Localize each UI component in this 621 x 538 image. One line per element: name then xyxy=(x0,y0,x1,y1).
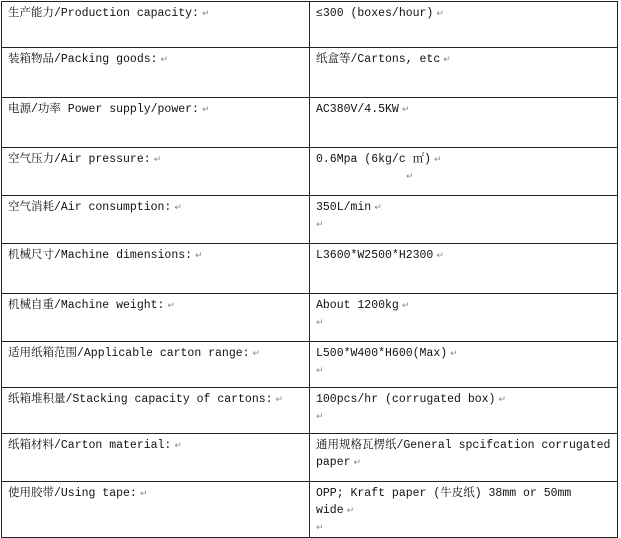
spec-row xyxy=(2,482,618,538)
paragraph-mark-icon: ↵ xyxy=(443,55,451,65)
spec-value: 350L/min xyxy=(316,201,372,214)
paragraph-mark-icon: ↵ xyxy=(174,203,182,213)
spec-value-cell xyxy=(310,388,618,434)
spec-label-cell xyxy=(2,482,310,538)
spec-label-cell xyxy=(2,48,310,98)
spec-row xyxy=(2,294,618,342)
empty-paragraph-mark-icon: ↵ xyxy=(316,220,324,230)
spec-value: ≤300 (boxes/hour) xyxy=(316,7,434,20)
spec-label-cell xyxy=(2,294,310,342)
spec-value-cell xyxy=(310,434,618,482)
spec-row xyxy=(2,342,618,388)
spec-label: 生产能力/Production capacity: xyxy=(8,7,199,20)
spec-value-cell xyxy=(310,294,618,342)
spec-value-cell xyxy=(310,148,618,196)
paragraph-mark-icon: ↵ xyxy=(346,506,355,516)
spec-value-cell xyxy=(310,48,618,98)
spec-label-cell xyxy=(2,244,310,294)
spec-row xyxy=(2,434,618,482)
spec-value: 通用规格瓦楞纸/General spcifcation corrugated paper xyxy=(316,439,611,469)
empty-paragraph-mark-icon: ↵ xyxy=(316,412,324,422)
spec-row xyxy=(2,388,618,434)
paragraph-mark-icon: ↵ xyxy=(401,301,410,311)
spec-label-cell xyxy=(2,434,310,482)
spec-label-cell xyxy=(2,388,310,434)
paragraph-mark-icon: ↵ xyxy=(160,55,169,65)
spec-row xyxy=(2,98,618,148)
spec-value-cell xyxy=(310,244,618,294)
spec-label: 纸箱材料/Carton material: xyxy=(8,439,172,452)
spec-value: 0.6Mpa (6kg/c ㎡) xyxy=(316,153,432,166)
paragraph-mark-icon: ↵ xyxy=(434,155,442,165)
spec-label: 空气压力/Air pressure: xyxy=(8,153,151,166)
paragraph-mark-icon: ↵ xyxy=(436,251,444,261)
paragraph-mark-icon: ↵ xyxy=(195,251,203,261)
paragraph-mark-icon: ↵ xyxy=(436,9,444,19)
spec-label-cell xyxy=(2,196,310,244)
spec-value: OPP; Kraft paper (牛皮纸) 38mm or 50mm wide xyxy=(316,487,572,517)
spec-label-cell xyxy=(2,342,310,388)
spec-label: 适用纸箱范围/Applicable carton range: xyxy=(8,347,250,360)
spec-value: 纸盒等/Cartons, etc xyxy=(316,53,441,66)
spec-label: 纸箱堆积量/Stacking capacity of cartons: xyxy=(8,393,273,406)
paragraph-mark-icon: ↵ xyxy=(275,395,284,405)
paragraph-mark-icon: ↵ xyxy=(374,203,382,213)
spec-row xyxy=(2,2,618,48)
empty-paragraph-mark-icon: ↵ xyxy=(316,318,324,328)
empty-paragraph-mark-icon: ↵ xyxy=(316,366,324,376)
spec-row xyxy=(2,148,618,196)
paragraph-mark-icon: ↵ xyxy=(201,9,210,19)
spec-row xyxy=(2,48,618,98)
spec-row xyxy=(2,196,618,244)
spec-label: 电源/功率 Power supply/power: xyxy=(8,103,199,116)
spec-label: 机械尺寸/Machine dimensions: xyxy=(8,249,193,262)
paragraph-mark-icon: ↵ xyxy=(153,155,162,165)
spec-label: 空气消耗/Air consumption: xyxy=(8,201,172,214)
spec-value-cell xyxy=(310,196,618,244)
spec-value: AC380V/4.5KW xyxy=(316,103,399,116)
spec-label-cell xyxy=(2,148,310,196)
spec-label-cell xyxy=(2,98,310,148)
spec-row xyxy=(2,244,618,294)
paragraph-mark-icon: ↵ xyxy=(353,458,362,468)
spec-value-cell xyxy=(310,98,618,148)
spec-value-cell xyxy=(310,2,618,48)
paragraph-mark-icon: ↵ xyxy=(167,301,175,311)
spec-label-cell xyxy=(2,2,310,48)
spec-value-cell xyxy=(310,342,618,388)
spec-value-cell xyxy=(310,482,618,538)
spec-table xyxy=(1,1,618,538)
paragraph-mark-icon: ↵ xyxy=(201,105,210,115)
paragraph-mark-icon: ↵ xyxy=(498,395,506,405)
spec-value: About 1200kg xyxy=(316,299,399,312)
spec-label: 机械自重/Machine weight: xyxy=(8,299,165,312)
paragraph-mark-icon: ↵ xyxy=(139,489,148,499)
paragraph-mark-icon: ↵ xyxy=(401,105,410,115)
spec-label: 装箱物品/Packing goods: xyxy=(8,53,158,66)
empty-paragraph-mark-icon: ↵ xyxy=(406,172,414,182)
paragraph-mark-icon: ↵ xyxy=(174,441,182,451)
spec-value: 100pcs/hr (corrugated box) xyxy=(316,393,496,406)
paragraph-mark-icon: ↵ xyxy=(252,349,261,359)
spec-value: L3600*W2500*H2300 xyxy=(316,249,434,262)
spec-label: 使用胶带/Using tape: xyxy=(8,487,137,500)
spec-value: L500*W400*H600(Max) xyxy=(316,347,448,360)
empty-paragraph-mark-icon: ↵ xyxy=(316,523,324,533)
spec-table-body xyxy=(2,2,618,538)
paragraph-mark-icon: ↵ xyxy=(450,349,458,359)
